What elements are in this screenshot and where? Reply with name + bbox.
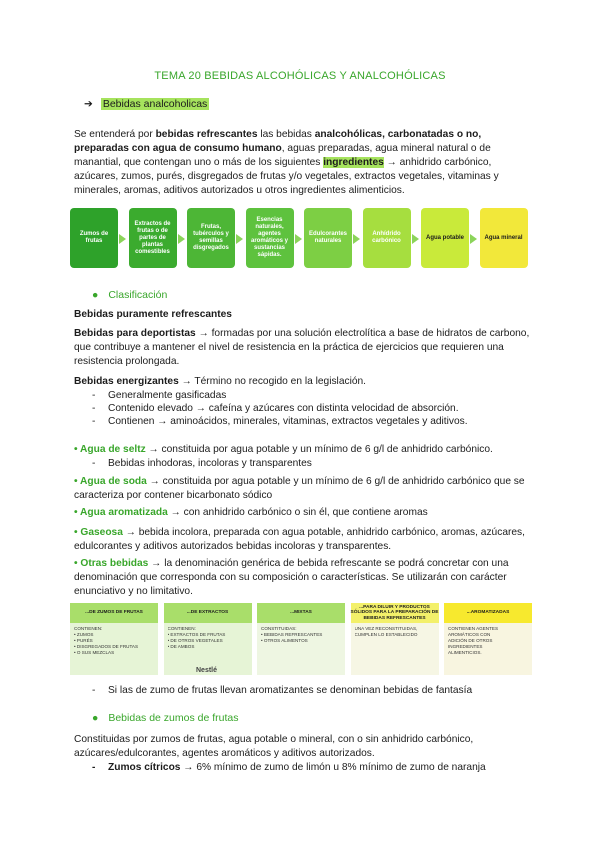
types-table — [70, 603, 532, 675]
table-cell-line: INGREDIENTES — [448, 644, 483, 649]
clasificacion-heading — [92, 289, 167, 301]
table-column-header: ...DE EXTRACTOS — [164, 603, 252, 623]
table-column-body — [351, 623, 439, 675]
table-cell-line: • DE AMBOS — [167, 644, 195, 649]
gaseosa-text: → bebida incolora, preparada con agua potable, anhidrido carbónico, aromas, azúcares, edulcorantes y aditivos autorizados bebidas incoloras y transparentes. — [74, 527, 525, 552]
brand-logo: Nestlé — [196, 667, 218, 674]
clasificacion-label: Clasificación — [108, 289, 168, 301]
intro-text: Se entenderá por — [74, 129, 156, 140]
zumos-label: Bebidas de zumos de frutas — [108, 712, 239, 724]
table-cell-line: AROMÁTICOS CON — [448, 632, 491, 637]
flow-arrow-icon — [119, 234, 126, 244]
page-title: TEMA 20 BEBIDAS ALCOHÓLICAS Y ANALCOHÓLICAS — [154, 70, 446, 82]
energizantes-text: → Término no recogido en la legislación. — [178, 376, 366, 387]
table-column-header: ...AROMATIZADAS — [444, 603, 532, 623]
citricos-bold: Zumos cítricos — [108, 762, 181, 773]
table-cell-line: CUMPLEN LO ESTABLECIDO — [354, 632, 418, 637]
intro-text: → anhidrido carbónico, azúcares, zumos, purés, disgregados de frutas y/o vegetales, extractos vegetales, vitaminas y minerales, aromas, aditivos autorizados u otros ingredientes alimenticios. — [74, 156, 499, 196]
intro-paragraph — [74, 128, 534, 198]
table-cell-line: • O SUS MEZCLAS — [74, 650, 115, 655]
zumos-paragraph: Constituidas por zumos de frutas, agua potable o mineral, con o sin anhidrido carbónico, azúcares/edulcorantes, agentes aromáticos y aditivos autorizados. — [74, 734, 474, 759]
table-column — [257, 603, 345, 675]
table-column-header: ...MIXTAS — [257, 603, 345, 623]
zumos-heading — [92, 712, 239, 724]
energizantes-item-text: Contenido elevado → cafeína y azúcares con distinta velocidad de absorción. — [108, 403, 459, 414]
flow-box: Zumos de frutas — [70, 208, 118, 268]
flow-arrow-icon — [295, 234, 302, 244]
table-column-body — [257, 623, 345, 675]
energizantes-item: - Contienen → aminoácidos, minerales, vitaminas, extractos vegetales y aditivos. — [92, 416, 468, 427]
intro-bold: bebidas refrescantes — [155, 129, 258, 140]
table-cell-line: CONTIENEN: — [74, 626, 103, 631]
table-cell-line: CONTIENEN: — [167, 626, 196, 631]
fantasia-item: - Si las de zumo de frutas llevan aromatizantes se denominan bebidas de fantasía — [92, 685, 473, 696]
table-cell-line: ALIMENTICIOS. — [448, 650, 482, 655]
table-cell-line: CONSTITUIDAS: — [261, 626, 297, 631]
seltz-label: • Agua de seltz — [74, 444, 146, 455]
energizantes-bold: Bebidas energizantes — [74, 376, 179, 387]
citricos-item — [92, 761, 486, 775]
flow-arrow-icon — [236, 234, 243, 244]
citricos-dash: - — [92, 762, 96, 773]
energizantes-item: - Contenido elevado → cafeína y azúcares con distinta velocidad de absorción. — [92, 403, 459, 414]
citricos-text: → 6% mínimo de zumo de limón u 8% mínimo de zumo de naranja — [180, 762, 486, 773]
table-column — [70, 603, 158, 675]
soda-paragraph — [74, 475, 534, 503]
puramente-heading: Bebidas puramente refrescantes — [74, 309, 232, 320]
energizantes-item-text: Generalmente gasificadas — [108, 390, 227, 401]
energizantes-item-text: Contienen → aminoácidos, minerales, vitaminas, extractos vegetales y aditivos. — [108, 416, 468, 427]
table-column — [351, 603, 439, 675]
deportistas-bold: Bebidas para deportistas — [74, 328, 196, 339]
intro-ingredients: ingredientes — [323, 156, 384, 168]
deportistas-text: → formadas por una solución electrolítica a base de hidratos de carbono, que contribuye a mantener el nivel de resistencia en la práctica de ejercicios que requieren una resistencia prolongada. — [74, 328, 530, 367]
table-column-body — [444, 623, 532, 675]
otras-label: • Otras bebidas — [74, 558, 149, 569]
table-cell-line: • DISGREGADOS DE FRUTAS — [74, 644, 139, 649]
flow-box: Agua potable — [421, 208, 469, 268]
table-cell-line: UNA VEZ RECONSTITUIDAS, — [354, 626, 418, 631]
gaseosa-label: • Gaseosa — [74, 527, 123, 538]
table-column-body — [70, 623, 158, 675]
soda-text: → constituida por agua potable y un mínimo de 6 g/l de anhidrido carbónico que se caracteriza por contener bicarbonato sódico — [74, 476, 525, 501]
table-cell-line: • DE OTROS VEGETALES — [167, 638, 223, 643]
seltz-sub-item: - Bebidas inhodoras, incoloras y transparentes — [92, 458, 312, 469]
energizantes-paragraph — [74, 375, 534, 389]
section-heading — [84, 98, 209, 110]
table-cell-line: CONTIENEN AGENTES — [448, 626, 499, 631]
flow-box: Edulcorantes naturales — [304, 208, 352, 268]
table-cell-line: • BEBIDAS REFRESCANTES — [261, 632, 323, 637]
table-cell-line: • EXTRACTOS DE FRUTAS — [167, 632, 226, 637]
gaseosa-paragraph — [74, 526, 534, 554]
ingredients-flow-diagram — [70, 208, 530, 268]
aromatizada-paragraph — [74, 506, 534, 520]
table-column — [164, 603, 252, 675]
seltz-text: → constituida por agua potable y un mínimo de 6 g/l de anhidrido carbónico. — [145, 444, 493, 455]
flow-box: Agua mineral — [480, 208, 528, 268]
table-cell-line: • OTROS ALIMENTOS — [261, 638, 308, 643]
table-column-header: ...PARA DILUIR Y PRODUCTOS SÓLIDOS PARA LA PREPARACIÓN DE BEBIDAS REFRESCANTES — [351, 603, 439, 623]
otras-text: → la denominación genérica de bebida refrescante se podrá concretar con una denominación que corresponda con su composición o características. Se utilizarán con carácter enunciativo y no limitativo. — [74, 558, 509, 597]
table-column — [444, 603, 532, 675]
seltz-sub-text: Bebidas inhodoras, incoloras y transparentes — [108, 458, 312, 469]
bullet-dot: ● — [92, 712, 99, 724]
arrow-icon: ➔ — [84, 98, 93, 110]
aromatizada-label: • Agua aromatizada — [74, 507, 168, 518]
flow-box: Esencias naturales, agentes aromáticos y sustancias sápidas. — [246, 208, 294, 268]
intro-text: las bebidas — [257, 129, 315, 140]
flow-box: Extractos de frutas o de partes de plantas comestibles — [129, 208, 177, 268]
flow-arrow-icon — [470, 234, 477, 244]
energizantes-item: - Generalmente gasificadas — [92, 390, 227, 401]
intro-bold: analcohólicas, carbonatadas o no, preparadas con agua de consumo humano — [74, 129, 482, 154]
seltz-paragraph — [74, 443, 534, 457]
table-cell-line: • ZUMOS — [74, 632, 94, 637]
flow-arrow-icon — [412, 234, 419, 244]
fantasia-text: Si las de zumo de frutas llevan aromatizantes se denominan bebidas de fantasía — [108, 685, 473, 696]
flow-arrow-icon — [353, 234, 360, 244]
otras-paragraph — [74, 557, 534, 599]
flow-box: Frutas, tubérculos y semillas disgregados — [187, 208, 235, 268]
soda-label: • Agua de soda — [74, 476, 147, 487]
table-column-header: ...DE ZUMOS DE FRUTAS — [70, 603, 158, 623]
deportistas-paragraph — [74, 327, 534, 369]
flow-box: Anhídrido carbónico — [363, 208, 411, 268]
intro-text: , aguas preparadas, agua mineral natural o de manantial, que contengan uno o más de los siguientes — [74, 142, 491, 168]
table-cell-line: • PURÉS — [74, 638, 93, 643]
bullet-dot: ● — [92, 289, 99, 301]
table-cell-line: ADICIÓN DE OTROS — [448, 638, 493, 643]
flow-arrow-icon — [178, 234, 185, 244]
aromatizada-text: → con anhidrido carbónico o sin él, que contiene aromas — [167, 507, 428, 518]
section-label: Bebidas analcoholicas — [102, 98, 208, 110]
